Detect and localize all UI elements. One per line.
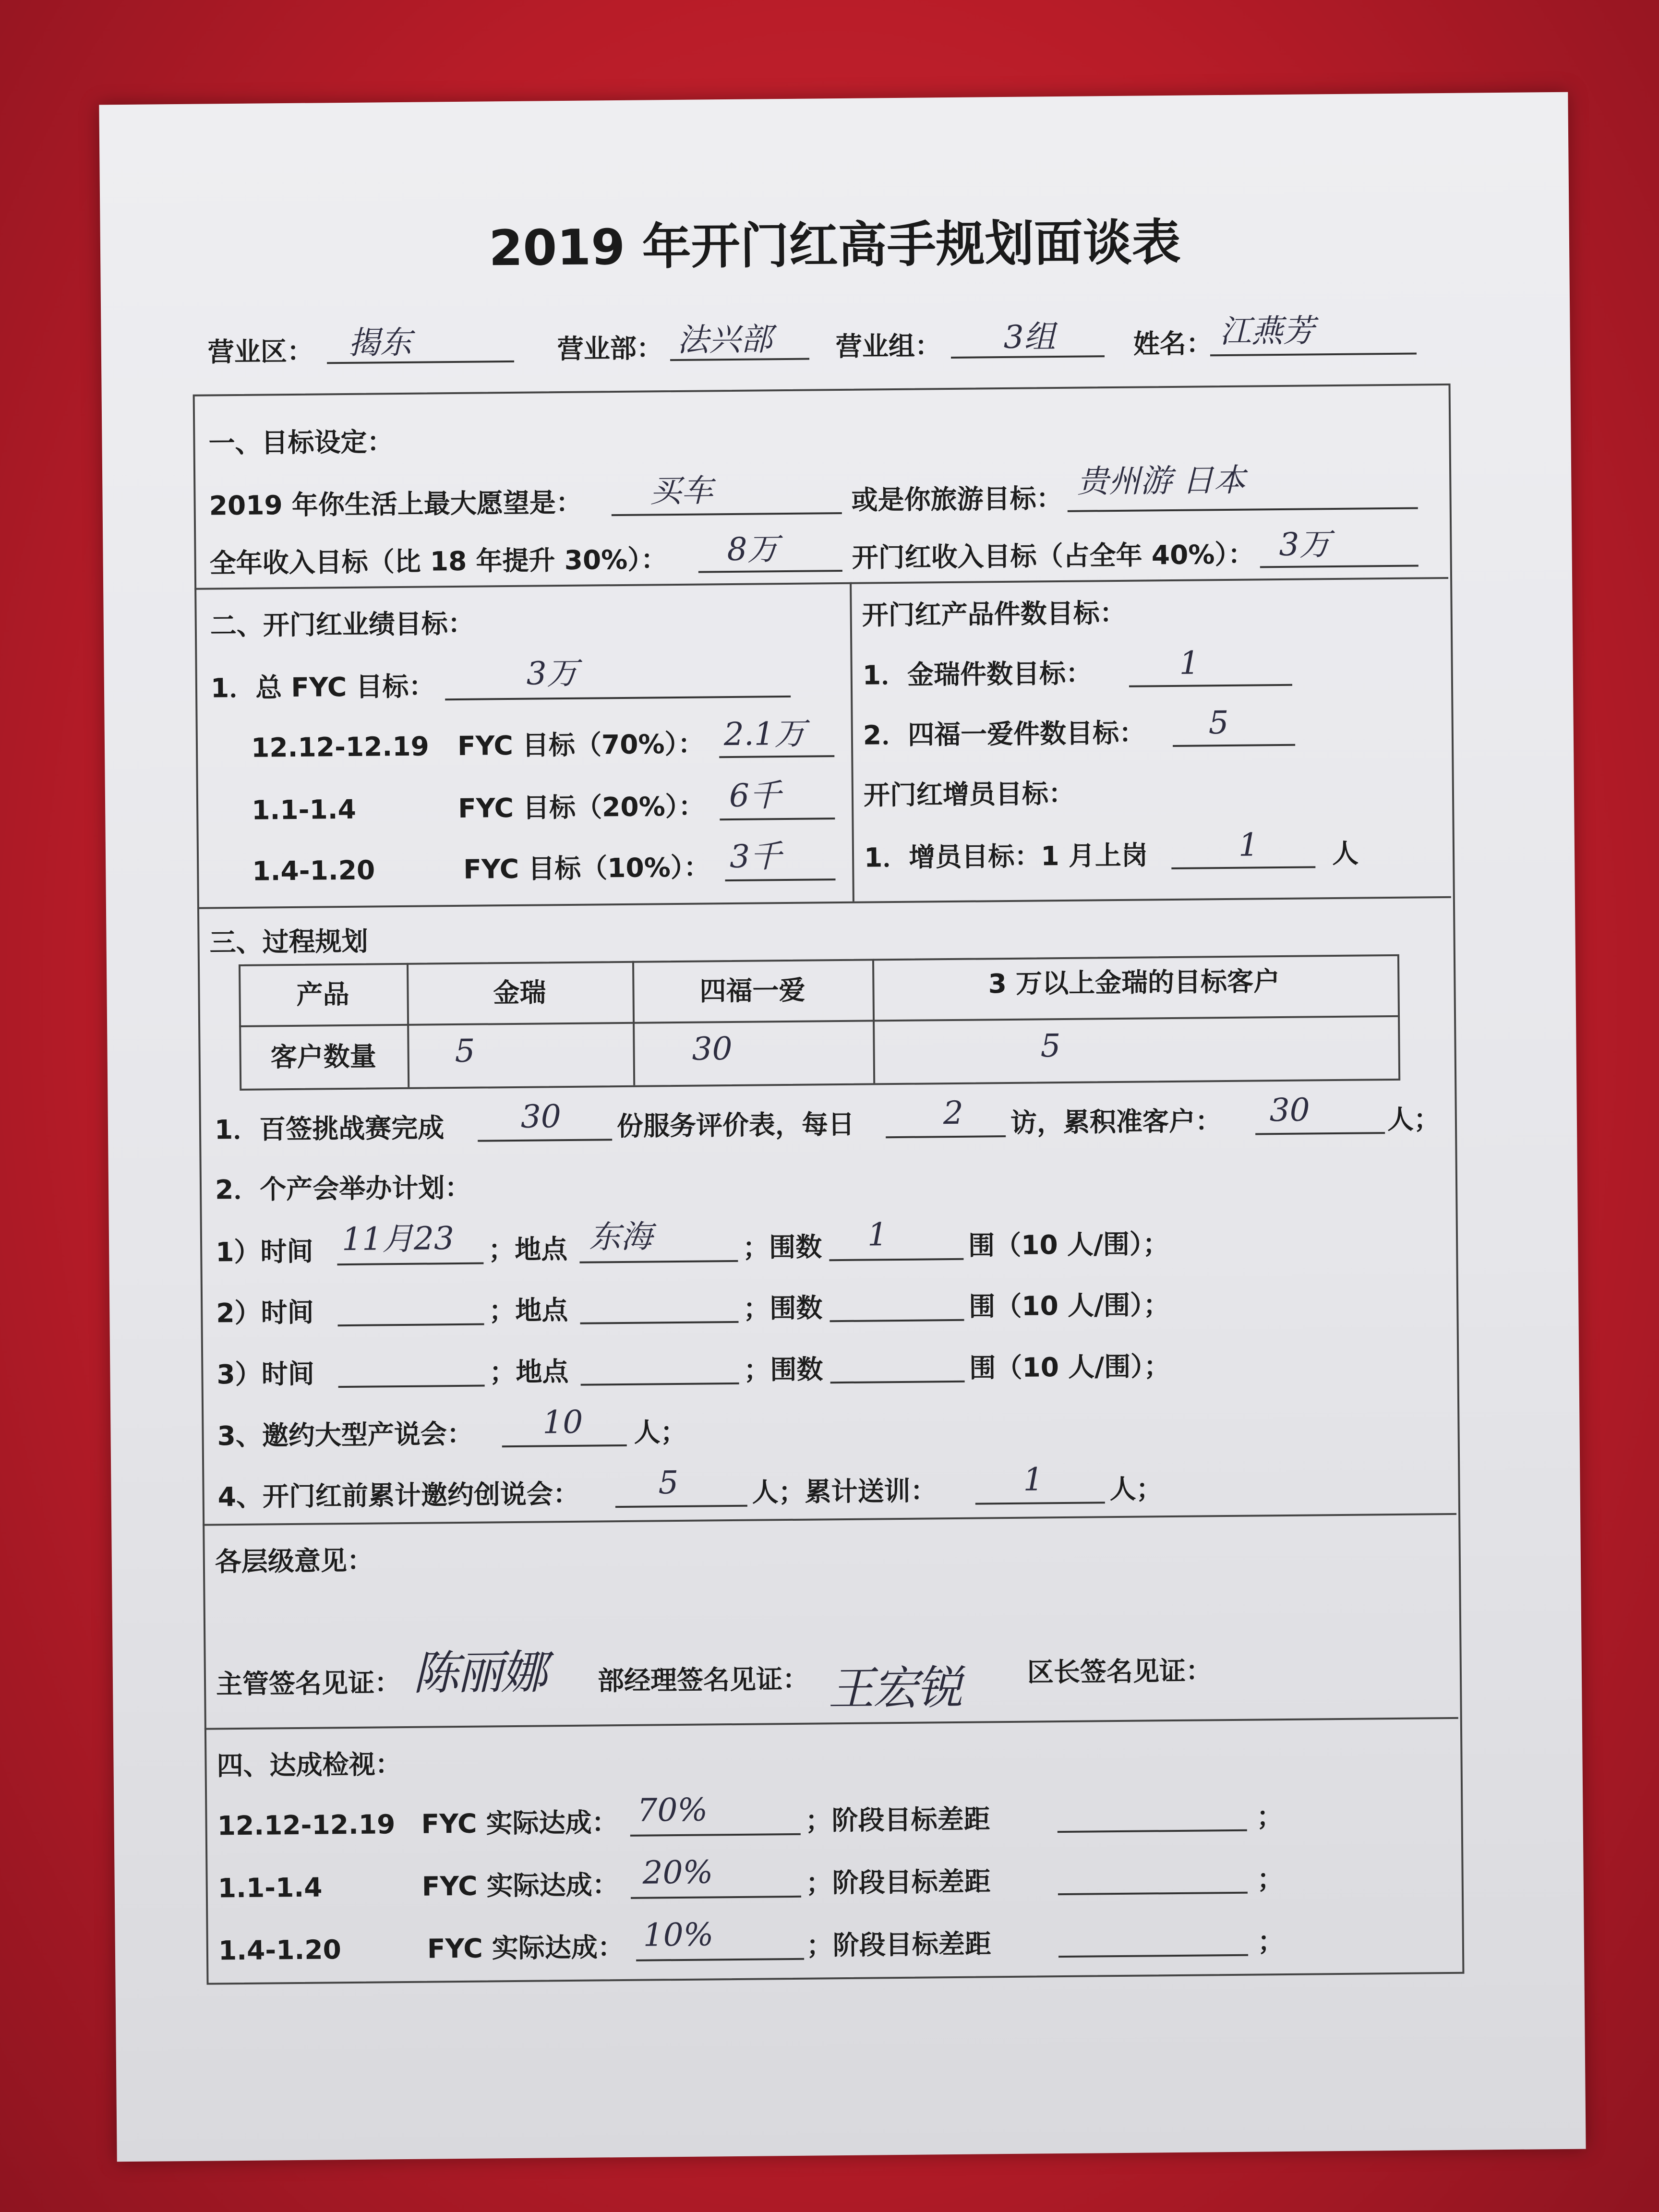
table-header: 金瑞 <box>493 977 546 1009</box>
daily-label: 份服务评价表，每日 <box>616 1108 855 1142</box>
wish-value[interactable]: 买车 <box>649 472 713 510</box>
recruit-label: 1．增员目标：1 月上岗 <box>864 840 1148 873</box>
plan-index: 1）时间 <box>215 1236 313 1268</box>
table-header: 3 万以上金瑞的目标客户 <box>988 966 1280 999</box>
table-cell[interactable]: 30 <box>692 1030 733 1068</box>
gap-label: ；阶段目标差距 <box>805 1803 990 1836</box>
period-label: FYC 目标（10%）： <box>463 852 710 885</box>
gap-label: ；阶段目标差距 <box>806 1928 992 1961</box>
review-value[interactable]: 70% <box>637 1791 708 1829</box>
table-cell[interactable]: 5 <box>1040 1027 1061 1065</box>
period-value[interactable]: 3千 <box>729 838 782 876</box>
jinrui-value[interactable]: 1 <box>1179 644 1200 682</box>
gap-end: ； <box>1257 1926 1285 1957</box>
review-label: FYC 实际达成： <box>427 1932 625 1964</box>
plan-index: 2）时间 <box>216 1297 314 1329</box>
review-label: FYC 实际达成： <box>421 1869 619 1902</box>
zone-label: 营业区： <box>207 336 314 368</box>
gap-end: ； <box>1257 1863 1284 1895</box>
supervisor-signature: 陈丽娜 <box>412 1645 546 1700</box>
group-value[interactable]: 3组 <box>1003 318 1056 356</box>
seminar-unit: 人； <box>634 1416 687 1448</box>
chief-sign-label: 区长签名见证： <box>1027 1655 1213 1688</box>
plan-heading: 2．个产会举办计划： <box>215 1172 471 1205</box>
prospects-count[interactable]: 30 <box>1269 1091 1310 1129</box>
challenge-count[interactable]: 30 <box>520 1098 562 1135</box>
section2-heading: 二、开门红业绩目标： <box>210 608 475 641</box>
review-range: 1.4-1.20 <box>218 1934 342 1966</box>
section4-heading: 四、达成检视： <box>216 1749 402 1781</box>
plan-tables[interactable]: 1 <box>867 1216 888 1253</box>
plan-tables-label: ；围数 <box>744 1354 823 1385</box>
period-label: FYC 目标（70%）： <box>457 728 705 761</box>
travel-value[interactable]: 贵州游 日本 <box>1076 461 1246 500</box>
sifu-label: 2．四福一爱件数目标： <box>863 717 1146 751</box>
kmh-income-value[interactable]: 3万 <box>1279 526 1331 564</box>
review-range: 1.1-1.4 <box>217 1872 323 1904</box>
income-label: 全年收入目标（比 18 年提升 30%）： <box>209 544 668 579</box>
gap-end: ； <box>1256 1801 1283 1832</box>
total-fyc-label: 1．总 FYC 目标： <box>210 671 435 704</box>
paper-form <box>99 92 1586 2162</box>
plan-tables-label: ；围数 <box>742 1231 822 1263</box>
section1-heading: 一、目标设定： <box>208 426 394 459</box>
dept-value[interactable]: 法兴部 <box>677 321 773 359</box>
period-range: 12.12-12.19 <box>251 731 430 763</box>
plan-place-label: ；地点 <box>489 1356 569 1388</box>
period-label: FYC 目标（20%）： <box>457 791 705 824</box>
review-value[interactable]: 10% <box>643 1916 714 1954</box>
period-range: 1.1-1.4 <box>251 793 357 826</box>
seminar-label: 3、邀约大型产说会： <box>217 1418 474 1452</box>
prospects-unit: 人； <box>1387 1104 1441 1135</box>
form-title: 2019 年开门红高手规划面谈表 <box>488 214 1181 277</box>
dept-label: 营业部： <box>557 333 663 365</box>
group-label: 营业组： <box>835 330 942 362</box>
product-heading: 开门红产品件数目标： <box>862 597 1126 631</box>
invite-count[interactable]: 5 <box>658 1464 679 1502</box>
table-cell[interactable]: 5 <box>455 1032 475 1070</box>
challenge-label: 1．百签挑战赛完成 <box>214 1112 445 1145</box>
jinrui-label: 1．金瑞件数目标： <box>862 658 1093 691</box>
manager-signature: 王宏锐 <box>828 1660 961 1716</box>
income-value[interactable]: 8万 <box>727 530 779 568</box>
name-label: 姓名： <box>1133 328 1213 360</box>
gap-label: ；阶段目标差距 <box>805 1866 991 1899</box>
training-unit: 人； <box>1109 1473 1163 1505</box>
opinions-heading: 各层级意见： <box>215 1545 374 1577</box>
plan-tail: 围（10 人/围）； <box>969 1351 1170 1383</box>
table-header: 四福一爱 <box>699 974 805 1007</box>
travel-label: 或是你旅游目标： <box>851 482 1063 516</box>
plan-tail: 围（10 人/围）； <box>968 1289 1170 1322</box>
recruit-unit: 人 <box>1332 838 1359 869</box>
review-value[interactable]: 20% <box>642 1853 713 1891</box>
plan-place-label: ；地点 <box>488 1234 568 1265</box>
invite-label: 4、开门红前累计邀约创说会： <box>217 1478 580 1513</box>
plan-place[interactable]: 东海 <box>589 1218 653 1256</box>
seminar-count[interactable]: 10 <box>542 1403 583 1441</box>
plan-tables-label: ；围数 <box>743 1292 823 1324</box>
group-underline <box>951 355 1105 359</box>
zone-value[interactable]: 揭东 <box>348 324 412 361</box>
section3-heading: 三、过程规划 <box>209 926 368 958</box>
plan-time[interactable]: 11月23 <box>341 1220 455 1258</box>
recruit-value[interactable]: 1 <box>1238 826 1259 864</box>
prospects-label: 访，累积准客户： <box>1010 1106 1222 1138</box>
period-range: 1.4-1.20 <box>252 854 375 887</box>
supervisor-sign-label: 主管签名见证： <box>216 1667 401 1700</box>
table-row-label: 客户数量 <box>270 1041 376 1073</box>
period-value[interactable]: 2.1万 <box>723 715 806 753</box>
daily-visits[interactable]: 2 <box>943 1094 964 1132</box>
table-header: 产品 <box>296 978 349 1010</box>
name-underline <box>1210 353 1417 357</box>
name-value[interactable]: 江燕芳 <box>1219 312 1315 350</box>
kmh-income-label: 开门红收入目标（占全年 40%）： <box>852 539 1255 573</box>
period-value[interactable]: 6千 <box>729 777 781 815</box>
review-label: FYC 实际达成： <box>421 1807 618 1839</box>
wish-label: 2019 年你生活上最大愿望是： <box>209 487 583 521</box>
total-fyc-value[interactable]: 3万 <box>526 654 579 692</box>
plan-index: 3）时间 <box>216 1358 315 1390</box>
training-label: 人；累计送训： <box>752 1475 937 1508</box>
plan-place-label: ；地点 <box>489 1295 568 1326</box>
manager-sign-label: 部经理签名见证： <box>597 1663 809 1696</box>
recruit-heading: 开门红增员目标： <box>863 778 1075 811</box>
sifu-value[interactable]: 5 <box>1208 704 1229 742</box>
training-count[interactable]: 1 <box>1023 1461 1044 1498</box>
review-range: 12.12-12.19 <box>217 1809 396 1841</box>
plan-tail: 围（10 人/围）； <box>968 1228 1169 1261</box>
